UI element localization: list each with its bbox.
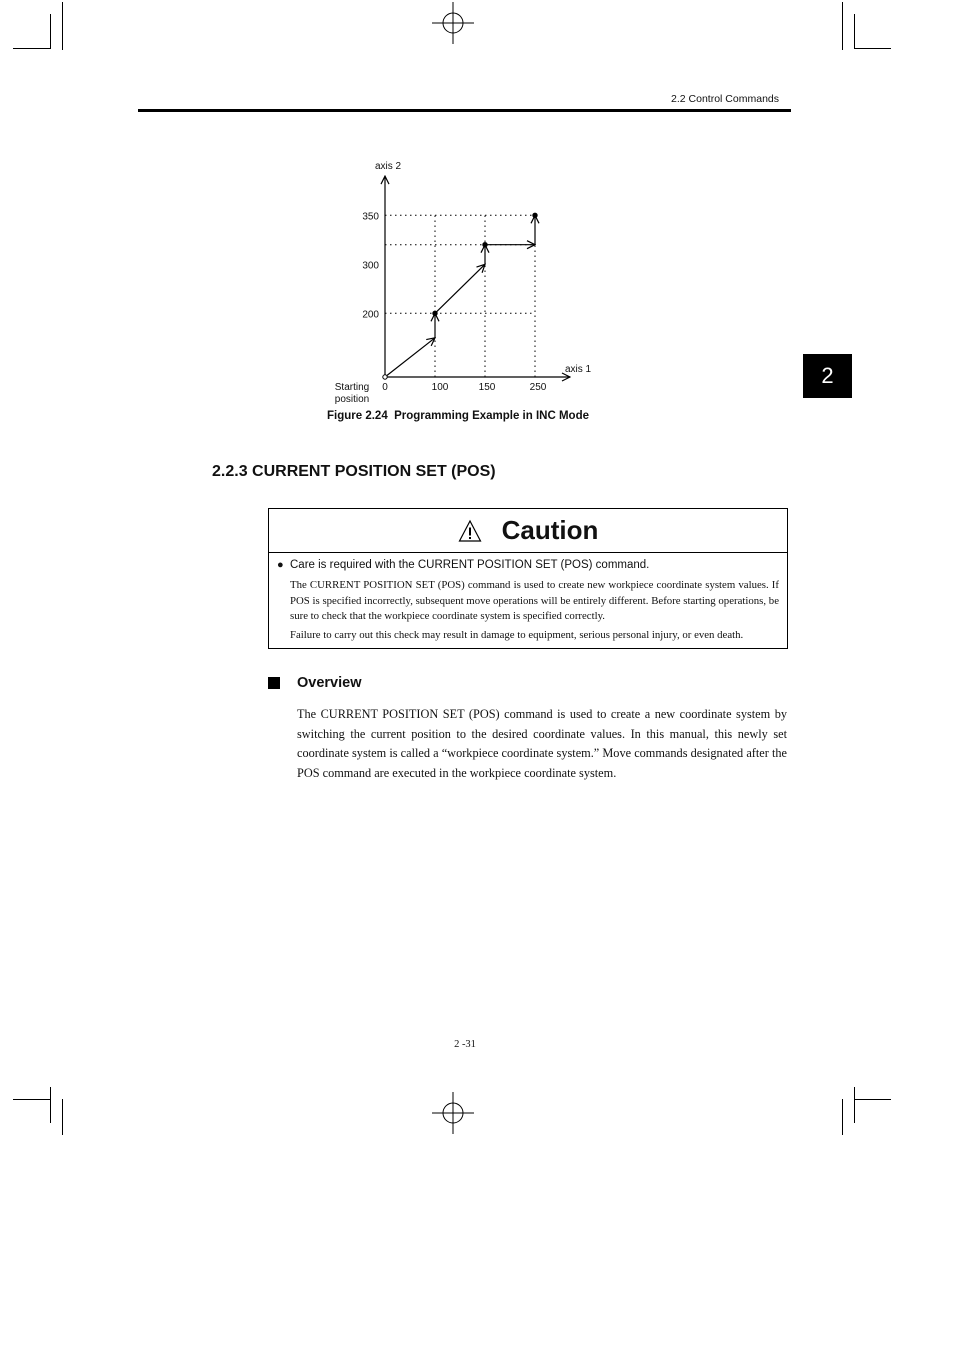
inc-mode-figure [320,150,610,410]
y-tick-label: 350 [362,211,379,223]
crop-mark [854,14,855,49]
running-head: 2.2 Control Commands [671,93,779,105]
section-heading: 2.2.3 CURRENT POSITION SET (POS) [212,463,496,480]
crop-mark [854,1099,891,1100]
caution-header [269,509,787,553]
y-tick-label: 200 [362,309,379,321]
crop-mark [62,2,63,50]
path-segment [435,264,485,313]
crop-mark [842,1099,843,1135]
path-point [483,243,487,247]
path-point [383,375,387,379]
x-tick-label: 100 [431,382,449,393]
caution-body [269,553,787,643]
path-point [433,311,437,315]
crop-mark [50,14,51,49]
crop-mark [842,2,843,50]
overview-text: The CURRENT POSITION SET (POS) command is used to create a new coordinate system by switching the current position to the desired coordinate values. In this manual, this newly set coordinate system is called a “workpiece coordinate system.” Move commands designated after the POS command are executed in the workpiece coordinate system. [297,707,787,780]
square-bullet-icon [268,677,280,689]
figure-caption: Figure 2.24 Programming Example in INC Mode [327,410,590,422]
crop-mark [13,48,50,49]
header-rule [138,109,791,112]
x-tick-label: 250 [529,382,547,393]
caution-warning: Failure to carry out this check may result in damage to equipment, serious personal injury, or even death. [290,628,744,641]
caution-bullet-text: Care is required with the CURRENT POSITION SET (POS) command. [290,559,650,571]
warning-triangle-icon [458,519,482,543]
bullet-icon: ● [277,559,284,571]
caution-bullet [277,557,779,573]
crop-mark [854,1087,855,1123]
crop-mark [62,1099,63,1135]
chapter-tab: 2 [803,354,852,398]
page-number: 2 -31 [454,1039,476,1050]
crop-mark [854,48,891,49]
path-segment [385,338,435,377]
grid-lines [385,215,535,377]
registration-mark-bottom [432,1092,474,1134]
y-tick-label: 300 [362,260,379,272]
caution-title: Caution [501,515,599,545]
caution-paragraph: The CURRENT POSITION SET (POS) command is used to create new workpiece coordinate system values. If POS is specified incorrectly, subsequent move operations will be entirely different. Before starting operations, be sure to check that the workpiece coordinate system is specified correctly. [290,579,779,622]
path-point [533,213,537,217]
move-points [383,213,537,379]
move-path [385,215,535,377]
y-axis-label: axis 2 [374,161,402,172]
overview-heading [268,675,362,691]
x-tick-label: 150 [478,382,496,393]
crop-mark [50,1087,51,1123]
origin-label: Starting [334,382,370,393]
axes [385,176,570,377]
x-axis-label: axis 1 [564,364,592,375]
origin-label: position [334,394,370,405]
x-tick-label: 0 [382,382,388,393]
caution-box [268,508,788,649]
crop-mark [13,1099,50,1100]
overview-heading-text: Overview [297,675,362,691]
axis-labels [335,161,592,405]
registration-mark-top [432,2,474,44]
